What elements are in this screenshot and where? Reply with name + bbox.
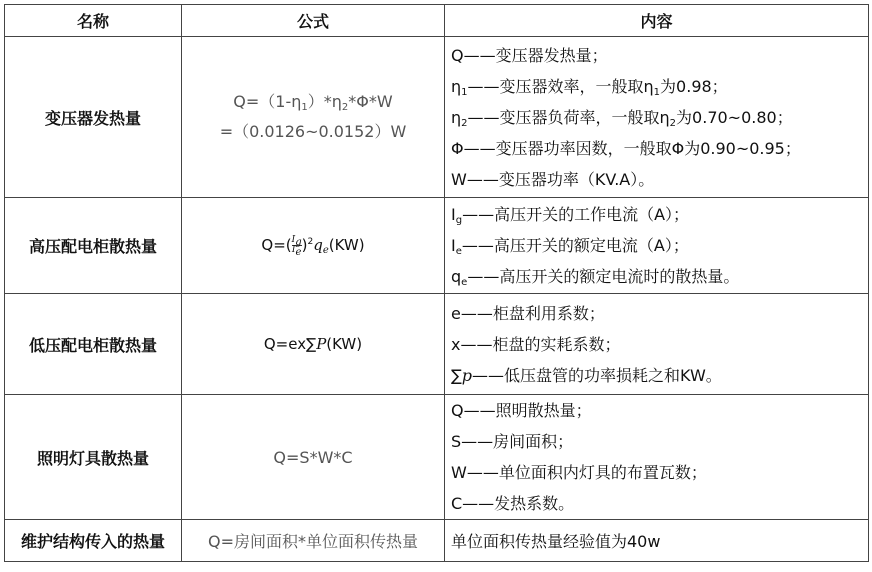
row-content	[445, 198, 869, 294]
fraction: $\frac{I_g}{I_e}$	[291, 235, 302, 258]
table-row	[5, 294, 869, 395]
row-formula: Q=( $\frac{I_g}{I_e}$ )$^2q_e(KW)$	[182, 198, 445, 294]
row-content: 单位面积传热量经验值为40w	[445, 520, 869, 562]
row-name: 高压配电柜散热量	[5, 198, 182, 294]
row-content	[445, 395, 869, 520]
header-content: 内容	[445, 5, 869, 37]
row-content	[445, 294, 869, 395]
row-formula	[182, 37, 445, 198]
content-line: W——变压器功率（KV.A）。	[451, 169, 655, 189]
content-line: $I_g——$高压开关的工作电流（A）；	[451, 205, 690, 226]
row-name: 维护结构传入的热量	[5, 520, 182, 562]
content-line: W——单位面积内灯具的布置瓦数；	[451, 463, 707, 482]
content-line: Φ——变压器功率因数，一般取Φ为0.90~0.95；	[451, 138, 801, 158]
content-line: Q——变压器发热量；	[451, 45, 608, 65]
heat-load-table	[4, 4, 869, 562]
formula-line: $Q=(1-\eta_1)*\eta_2*\Phi*W$	[233, 92, 393, 113]
content-line: $\eta_2——$变压器负荷率，一般取$\eta_2$为0.70~0.80；	[451, 107, 793, 129]
content-line: $\eta_1——$变压器效率，一般取$\eta_1$为0.98；	[451, 76, 728, 98]
content-line: $q_e——$高压开关的额定电流时的散热量。	[451, 267, 740, 288]
table-row	[5, 395, 869, 520]
formula-line: =（0.0126~0.0152）W	[219, 122, 407, 141]
row-formula: Q=S*W*C	[182, 395, 445, 520]
row-name: 低压配电柜散热量	[5, 294, 182, 395]
row-formula: Q=房间面积*单位面积传热量	[182, 520, 445, 562]
content-line: $I_e——$高压开关的额定电流（A）；	[451, 236, 689, 257]
content-line: S——房间面积；	[451, 432, 574, 451]
header-formula: 公式	[182, 5, 445, 37]
header-row	[5, 5, 869, 37]
header-name: 名称	[5, 5, 182, 37]
content-line: ∑p——低压盘管的功率损耗之和KW。	[451, 365, 722, 385]
row-content	[445, 37, 869, 198]
content-line: C——发热系数。	[451, 494, 575, 513]
row-name: 照明灯具散热量	[5, 395, 182, 520]
table-row	[5, 37, 869, 198]
content-line: Q——照明散热量；	[451, 401, 592, 420]
table-row	[5, 520, 869, 562]
row-name: 变压器发热量	[5, 37, 182, 198]
content-line: e——柜盘利用系数；	[451, 303, 605, 323]
row-formula: Q=ex∑P(KW)	[182, 294, 445, 395]
content-line: x——柜盘的实耗系数；	[451, 334, 621, 354]
table-row	[5, 198, 869, 294]
